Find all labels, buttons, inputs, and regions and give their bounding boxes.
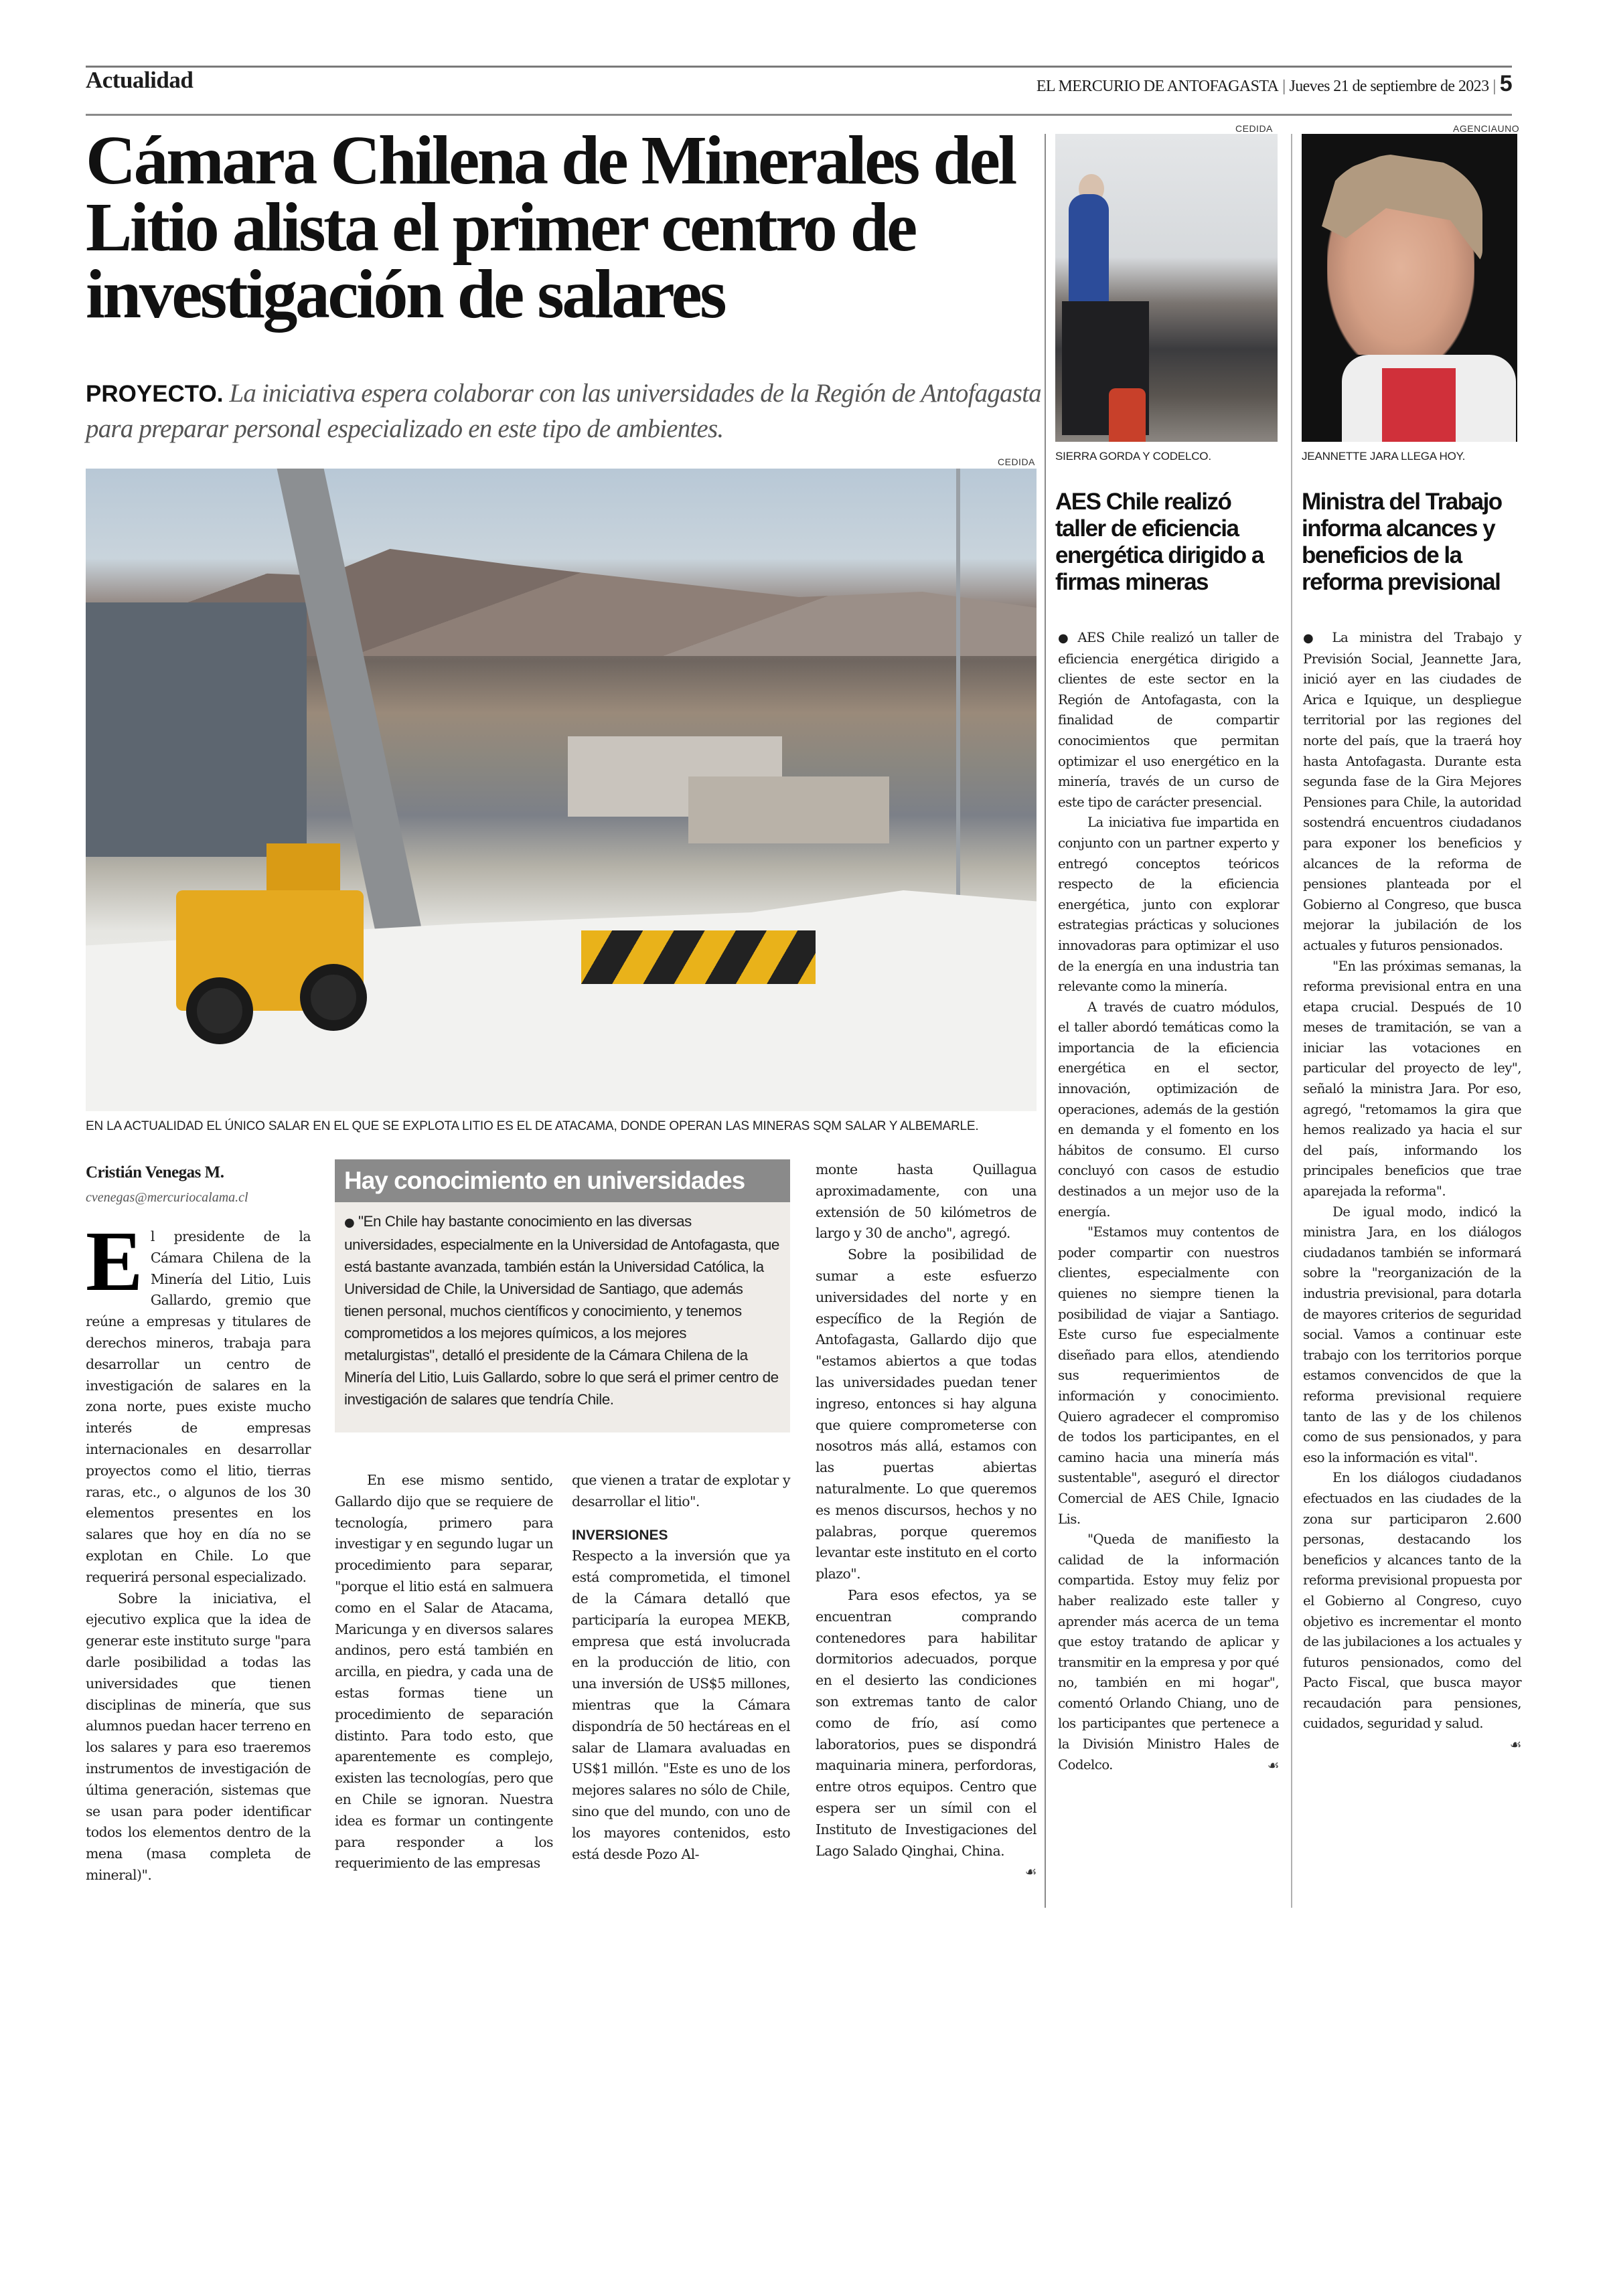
aes-photo-caption: SIERRA GORDA Y CODELCO. — [1055, 450, 1211, 463]
paragraph: "Estamos muy contentos de poder compartir con nuestros clientes, especialmente con quienes no siempre tienen la posibilidad de viajar a Santiago. Este curso fue especialmente diseñado para ellos, atendiendo sus requerimientos de información y conocimiento. Quiero agradecer el compromiso de todos los participantes, en el camino hacia una minería más sustentable", aseguró el director Comercial de AES Chile, Ignacio Lis. — [1058, 1224, 1279, 1527]
paragraph: En ese mismo sentido, Gallardo dijo que se requiere de tecnología, primero para investigar y en segundo lugar un procedimiento para separar, "porque el litio está en salmuera como en el Salar de Atacama, Maricunga y en diversos salares andinos, pero está también en arcilla, en piedra, y cada una de estas formas tiene un procedimiento de separación distinto. Para todo esto, que aparentemente es complejo, existen las tecnologías, pero que en Chile se ignoran. Nuestra idea es formar un contingente para responder a los requerimiento de las empresas — [335, 1472, 553, 1872]
bullet-icon: ● — [1303, 631, 1321, 645]
subheadline-text: La iniciativa espera colaborar con las universidades de la Región de Antofagasta para preparar personal especializado en este tipo de ambientes. — [86, 379, 1041, 443]
ministra-headline: Ministra del Trabajo informa alcances y beneficios de la reforma previsional — [1302, 489, 1502, 595]
wheel-shape — [300, 964, 367, 1031]
paragraph: ● La ministra del Trabajo y Previsión Social, Jeannette Jara, inició ayer en las ciudades de Arica e Iquique, un despliegue territorial por las regiones del norte del país, que la traerá hoy hasta Antofagasta. Durante esta segunda fase de la Gira Mejores Pensiones para Chile, la autoridad sostendrá encuentros ciudadanos para exponer los beneficios y alcances de la reforma de pensiones planteada por el Gobierno al Congreso, que busca mejorar la jubilación de los actuales y futuros pensionados. — [1303, 630, 1521, 953]
pole-shape — [956, 469, 960, 964]
paragraph: El presidente de la Cámara Chilena de la Minería del Litio, Luis Gallardo, gremio que reúne a empresas y titulares de derechos mineros, trabaja para desarrollar un centro de investigación de salares en la zona norte, pues existe mucho interés de empresas internacionales en desarrollar proyectos como el litio, tierras raras, etc., o algunos de los 30 elementos presentes en los salares que hoy en día no se explotan en Chile. Lo que requerirá personal especializado. — [86, 1214, 311, 1585]
dropcap: E — [86, 1214, 143, 1309]
paragraph: La iniciativa fue impartida en conjunto con un partner experto y entregó conceptos teóricos respecto de la eficiencia energética, junto con explorar estrategias prácticas y soluciones innovadoras para optimizar el uso de la energía en una industria tan relevante como la minería. — [1058, 815, 1279, 995]
author-email[interactable]: cvenegas@mercuriocalama.cl — [86, 1190, 248, 1205]
main-photo-salar-plant — [86, 469, 1037, 1111]
ministra-portrait-photo — [1302, 134, 1517, 442]
paragraph: que vienen a tratar de explotar y desarrollar el litio". — [572, 1472, 790, 1509]
photo-credit: CEDIDA — [998, 457, 1035, 467]
kicker: PROYECTO. — [86, 381, 224, 407]
aes-body — [1058, 628, 1279, 1775]
section-label: Actualidad — [86, 67, 194, 93]
end-mark-icon: ☙ — [1509, 1736, 1521, 1753]
page-number: 5 — [1499, 71, 1512, 96]
column-divider — [1045, 134, 1046, 1908]
masthead — [1037, 71, 1512, 97]
paragraph: A través de cuatro módulos, el taller abordó temáticas como la importancia de la eficiencia energética en el sector, innovación, optimización de operaciones, además de la gestión en demanda y el fomento en los hábitos de consumo. El curso concluyó con casos de estudio destinados a un mejor uso de la energía. — [1058, 999, 1279, 1220]
article-column-3 — [572, 1470, 790, 1865]
bullet-icon: ● — [344, 1216, 355, 1230]
article-subheadline — [86, 376, 1043, 446]
separator: | — [1282, 78, 1286, 95]
column-divider — [1291, 134, 1292, 1908]
main-photo-caption: EN LA ACTUALIDAD EL ÚNICO SALAR EN EL QUE SE EXPLOTA LITIO ES EL DE ATACAMA, DONDE OPERAN LAS MINERAS SQM SALAR Y ALBEMARLE. — [86, 1119, 979, 1133]
barrier-shape — [581, 930, 816, 984]
author-name: Cristián Venegas M. — [86, 1163, 224, 1181]
wheel-shape — [186, 977, 253, 1044]
building-shape — [688, 776, 889, 843]
end-mark-icon: ☙ — [1267, 1756, 1279, 1773]
aes-workshop-photo — [1055, 134, 1278, 442]
paragraph: Respecto a la inversión que ya está comprometida, el timonel de la Cámara detalló que participaría la europea MEKB, empresa que está involucrada en la producción de litio, con una inversión de US$5 millones, mientras que la Cámara dispondría de 50 hectáreas en el salar de Llamara avaluadas en US$1 millón. "Este es uno de los mejores salares no sólo de Chile, sino que del mundo, con uno de los mayores contenidos, esto está desde Pozo Al- — [572, 1548, 790, 1862]
paragraph: Sobre la posibilidad de sumar a este esfuerzo universidades del norte y en específico de la Región de Antofagasta, Gallardo dijo que "estamos abiertos a que todas las universidades puedan tener ingreso, entonces si hay alguna que quiere comprometerse con nosotros más allá, estamos con las puertas abiertas naturalmente. Lo que queremos es menos discursos, hechos y no palabras, porque queremos levantar este instituto en el corto plazo". — [816, 1246, 1037, 1582]
sidebar-box-body: ● "En Chile hay bastante conocimiento en las diversas universidades, especialmente en la Universidad de Antofagasta, que está bastante avanzada, también están la Universidad Católica, la Universidad de Chile, la Universidad de Santiago, que además tienen personal, muchos científicos y conocimiento, y tenemos comprometidos a los mejores químicos, a los mejores metalurgistas", detalló el presidente de la Cámara Chilena de la Minería del Litio, Luis Gallardo, sobre lo que será el primer centro de investigación de salares que tendría Chile. — [344, 1213, 779, 1408]
article-headline: Cámara Chilena de Minerales del Litio alista el primer centro de investigación de salares — [86, 122, 1015, 333]
paragraph: Para esos efectos, ya se encuentran comprando contenedores para habilitar dormitorios adecuados, porque en el desierto las condiciones son extremas tanto de calor como de frío, así como laboratorios, pues se dispondrá maquinaria minera, perfordoras, entre otros equipos. Centro que espera ser un símil con el Instituto de Investigaciones del Lago Salado Qinghai, China. ☙ — [816, 1585, 1037, 1862]
paragraph: De igual modo, indicó la ministra Jara, en los diálogos ciudadanos también se informará sobre la "reorganización de la industria previsional, para dotarla de mayores criterios de seguridad social. Vamos a continuar este trabajo con los territorios porque estamos convencidos de que la reforma previsional requiere tanto de las y de los chilenos como de sus pensionados, y para eso la información es vital". — [1303, 1204, 1521, 1465]
sidebar-box-title: Hay conocimiento en universidades — [335, 1159, 790, 1202]
separator: | — [1493, 78, 1496, 95]
bullet-icon: ● — [1058, 631, 1071, 645]
article-column-4 — [816, 1159, 1037, 1883]
ministra-body — [1303, 628, 1521, 1755]
paragraph: Sobre la iniciativa, el ejecutivo explica que la idea de generar este instituto surge "para darle posibilidad a todas las universidades que tienen disciplinas de minería, que sus alumnos puedan hacer terreno en los salares y para eso traeremos instrumentos de investigación de última generación, sistemas que se usan para poder identificar todos los elementos dentro de la mena (masa completa de mineral)". — [86, 1590, 311, 1883]
paragraph: "En las próximas semanas, la reforma previsional entra en una etapa crucial. Después de 10 meses de tramitación, se van a iniciar las votaciones en particular del proyecto de ley", señaló la ministra Jara. Por eso, agregó, "retomamos la gira que hemos realizado ya hacia el sur del país, informando los principales beneficios que trae aparejada la reforma". — [1303, 958, 1521, 1200]
aes-headline: AES Chile realizó taller de eficiencia energética dirigido a firmas mineras — [1055, 489, 1264, 595]
ministra-photo-credit: AGENCIAUNO — [1453, 123, 1520, 134]
ministra-photo-caption: JEANNETTE JARA LLEGA HOY. — [1302, 450, 1466, 463]
publication-name: EL MERCURIO DE ANTOFAGASTA — [1036, 78, 1279, 95]
paragraph: En los diálogos ciudadanos efectuados en las ciudades de la zona sur participaron 2.600 personas, destacando los beneficios y alcances tanto de la reforma previsional propuesta por el Gobierno al Congreso, cuyo objetivo es incrementar el monto de las jubilaciones a los actuales y futuros pensionados, como del Pacto Fiscal, que busca mayor recaudación para pensiones, cuidados, seguridad y salud. ☙ — [1303, 1468, 1521, 1734]
building-shape — [86, 602, 307, 857]
header-rule — [86, 114, 1512, 116]
blouse-shape — [1382, 368, 1456, 442]
paragraph: ● AES Chile realizó un taller de eficiencia energética dirigido a clientes de este sector en la Región de Antofagasta, con la finalidad de compartir conocimientos que permitan optimizar el uso energético en la minería, través de un curso de este tipo de carácter presencial. — [1058, 630, 1279, 810]
publication-date: Jueves 21 de septiembre de 2023 — [1289, 78, 1489, 95]
article-column-1 — [86, 1214, 311, 1886]
article-column-2 — [335, 1470, 553, 1874]
sidebar-box — [335, 1159, 790, 1432]
aes-photo-credit: CEDIDA — [1235, 123, 1273, 134]
end-mark-icon: ☙ — [1024, 1864, 1037, 1880]
subsection-title: INVERSIONES — [572, 1527, 668, 1543]
top-rule — [86, 66, 1512, 68]
paragraph: "Queda de manifiesto la calidad de la información compartida. Estoy muy feliz por haber realizado este taller y aprender más acerca de un tema que estoy tratando de aplicar y transmitir en la empresa y por qué no, también en mi hogar", comentó Orlando Chiang, uno de los participantes que pertenece a la División Ministro Hales de Codelco. ☙ — [1058, 1530, 1279, 1775]
backpack-shape — [1109, 388, 1146, 442]
paragraph: monte hasta Quillagua aproximadamente, con una extensión de 50 kilómetros de largo y 30 de ancho", agregó. — [816, 1161, 1037, 1242]
